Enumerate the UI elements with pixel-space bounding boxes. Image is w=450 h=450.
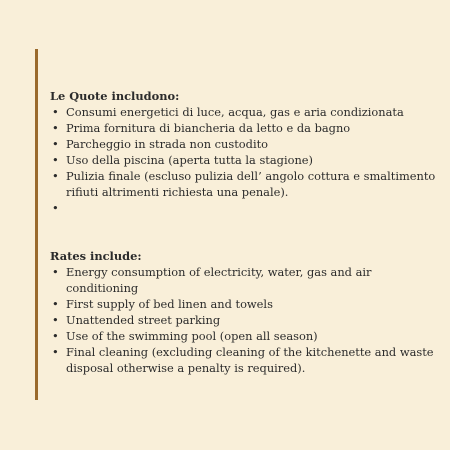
section-title: Rates include:: [50, 249, 142, 263]
bullet-list: [50, 104, 440, 216]
list-item: • Use of the swimming pool (open all season): [50, 328, 440, 344]
list-item: • Unattended street parking: [50, 312, 440, 328]
section-spacer: [50, 216, 440, 248]
list-item: [50, 200, 440, 216]
vertical-accent-rule: [35, 49, 38, 400]
list-item: • Final cleaning (excluding cleaning of the kitchenette and waste disposal otherwise a penalty is required).: [50, 344, 440, 376]
list-item: • Uso della piscina (aperta tutta la stagione): [50, 152, 440, 168]
list-item: • First supply of bed linen and towels: [50, 296, 440, 312]
list-item: • Consumi energetici di luce, acqua, gas e aria condizionata: [50, 104, 440, 120]
rates-content: [50, 88, 440, 376]
section-english: [50, 248, 440, 376]
list-item: • Pulizia finale (escluso pulizia dell’ angolo cottura e smaltimento rifiuti altrimenti richiesta una penale).: [50, 168, 440, 200]
list-item: • Energy consumption of electricity, water, gas and air conditioning: [50, 264, 440, 296]
section-title: Le Quote includono:: [50, 89, 180, 103]
section-italian: [50, 88, 440, 216]
list-item: • Prima fornitura di biancheria da letto e da bagno: [50, 120, 440, 136]
list-item: • Parcheggio in strada non custodito: [50, 136, 440, 152]
bullet-list: [50, 264, 440, 376]
